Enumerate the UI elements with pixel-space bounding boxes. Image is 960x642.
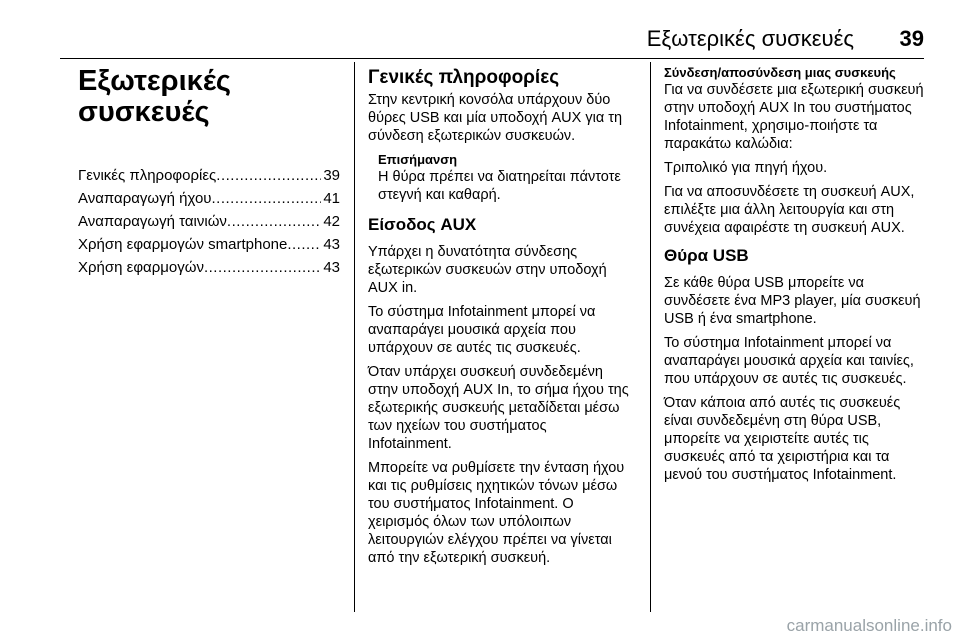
toc-entry[interactable]	[78, 164, 340, 187]
toc-entry[interactable]	[78, 256, 340, 279]
section-heading: Γενικές πληροφορίες	[368, 67, 560, 88]
toc-column	[78, 62, 340, 279]
general-info-column	[368, 62, 634, 573]
paragraph: Το σύστημα Infotainment μπορεί να αναπαράγει μουσικά αρχεία που υπάρχουν σε αυτές τις συσκευές.	[368, 304, 596, 356]
paragraph: Το σύστημα Infotainment μπορεί να αναπαράγει μουσικά αρχεία και ταινίες, που υπάρχουν σε αυτές τις συσκευές.	[664, 335, 914, 387]
header-rule	[60, 58, 924, 59]
chapter-title-line: Εξωτερικές	[78, 65, 231, 97]
page-number: 39	[899, 26, 924, 51]
paragraph: Όταν υπάρχει συσκευή συνδεδεμένη στην υποδοχή AUX In, το σήμα ήχου της εξωτερικής συσκευής μεταδίδεται μέσω των ηχείων του συστήματος Infotainment.	[368, 364, 629, 452]
page-header	[60, 26, 924, 56]
note-title: Επισήμανση	[378, 152, 458, 167]
connection-column	[664, 62, 930, 490]
column-divider-2	[650, 62, 651, 612]
toc-leader	[212, 187, 322, 210]
paragraph: Για να αποσυνδέσετε τη συσκευή AUX, επιλέξτε μια άλλη λειτουργία και στη συνέχεια αφαιρέστε τη συσκευή AUX.	[664, 184, 915, 236]
note-text: Η θύρα πρέπει να διατηρείται πάντοτε στεγνή και καθαρή.	[378, 169, 621, 203]
toc-entry-page: 43	[323, 259, 340, 276]
chapter-title	[78, 66, 340, 128]
subsection-heading: Θύρα USB	[664, 246, 749, 265]
column-divider-1	[354, 62, 355, 612]
toc-leader	[216, 164, 321, 187]
toc-entry-label: Αναπαραγωγή ταινιών	[78, 213, 227, 230]
toc-entry-page: 41	[323, 190, 340, 207]
chapter-title-line: συσκευές	[78, 96, 210, 128]
toc-entry[interactable]	[78, 233, 340, 256]
watermark[interactable]: carmanualsonline.info	[786, 616, 952, 635]
paragraph: Μπορείτε να ρυθμίσετε την ένταση ήχου και τις ρυθμίσεις ηχητικών τόνων μέσω του συστήματος Infotainment. Ο χειρισμός όλων των υπόλοιπων λειτουργιών ελέγχου πρέπει να γίνεται από την εξωτερική συσκευή.	[368, 460, 625, 566]
running-title: Εξωτερικές συσκευές	[646, 26, 854, 51]
toc-entry-label: Αναπαραγωγή ήχου	[78, 190, 212, 207]
subsection-heading: Σύνδεση/αποσύνδεση μιας συσκευής	[664, 65, 896, 80]
paragraph: Στην κεντρική κονσόλα υπάρχουν δύο θύρες USB και μία υποδοχή AUX για τη σύνδεση εξωτερικών συσκευών.	[368, 92, 623, 144]
toc-entry[interactable]	[78, 210, 340, 233]
paragraph: Για να συνδέσετε μια εξωτερική συσκευή στην υποδοχή AUX In του συστήματος Infotainment, χρησιμο-ποιήστε τα παρακάτω καλώδια:	[664, 82, 924, 152]
toc-entry-label: Γενικές πληροφορίες	[78, 167, 217, 184]
note-box	[368, 151, 634, 204]
paragraph: Σε κάθε θύρα USB μπορείτε να συνδέσετε ένα MP3 player, μία συσκευή USB ή ένα smartphone.	[664, 275, 921, 327]
toc-entry-label: Χρήση εφαρμογών	[78, 259, 204, 276]
toc-leader	[227, 210, 321, 233]
paragraph: Υπάρχει η δυνατότητα σύνδεσης εξωτερικών συσκευών στην υποδοχή AUX in.	[368, 244, 607, 296]
toc-entry-page: 42	[323, 213, 340, 230]
toc-entry-page: 43	[323, 236, 340, 253]
paragraph: Όταν κάποια από αυτές τις συσκευές είναι συνδεδεμένη στη θύρα USB, μπορείτε να χειριστείτε αυτές τις συσκευές από τα χειριστήρια και τα μενού του συστήματος Infotainment.	[664, 395, 901, 483]
toc-entry-page: 39	[323, 167, 340, 184]
toc-leader	[287, 233, 321, 256]
paragraph: Τριπολικό για πηγή ήχου.	[664, 160, 828, 176]
toc-entry[interactable]	[78, 187, 340, 210]
toc-entry-label: Χρήση εφαρμογών smartphone	[78, 236, 288, 253]
toc-leader	[204, 256, 321, 279]
subsection-heading: Είσοδος AUX	[368, 215, 477, 234]
